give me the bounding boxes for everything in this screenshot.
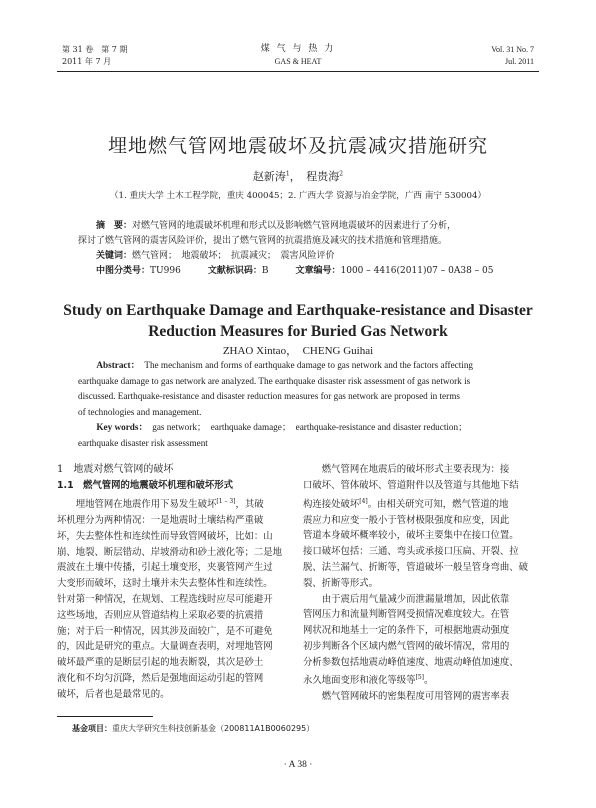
author-2: 程贵海 bbox=[306, 170, 340, 183]
body-line-text: ，其破 bbox=[235, 499, 264, 511]
body-line-text: 的，因此是研究的重点。大量调查表明，对埋地管网 bbox=[57, 641, 273, 653]
body-line bbox=[303, 592, 540, 608]
body-line bbox=[303, 528, 540, 544]
abstract-cn-line: 探讨了燃气管网的震害风险评价，提出了燃气管网的抗震措施及减灾的技术措施和管理措施。 bbox=[78, 236, 448, 246]
abstract-en-line: The mechanism and forms of earthquake damage to gas network and the factors affecting bbox=[144, 360, 474, 370]
body-line bbox=[57, 576, 294, 592]
body-line-text: 这些场地，否则应从管道结构上采取必要的抗震措 bbox=[57, 609, 264, 621]
header-journal-en: GAS & HEAT bbox=[274, 57, 322, 66]
authors-cn bbox=[0, 168, 596, 184]
author-separator: ， bbox=[289, 170, 296, 183]
section-heading: 1 地震对燃气管网的破坏 bbox=[57, 464, 174, 475]
body-line bbox=[57, 639, 294, 655]
body-line-text: 管网压力和流量判断管网受损情况难度较大。在管 bbox=[303, 609, 510, 621]
body-line-text: 脱、法兰漏气、折断等，管道破坏一般呈管身弯曲、破 bbox=[303, 561, 529, 573]
body-line-text: 分析参数包括地震动峰值速度、地震动峰值加速度、 bbox=[303, 656, 519, 668]
keywords-cn-label: 关键词： bbox=[96, 251, 133, 261]
body-line bbox=[57, 687, 294, 703]
body-line-text: 。 bbox=[424, 675, 434, 687]
clc-value: TU996 bbox=[150, 266, 181, 276]
keywords-en-line: earthquake disaster risk assessment bbox=[78, 437, 208, 448]
abstract-cn-label: 摘 要： bbox=[96, 221, 133, 231]
doc-code-label: 文献标识码： bbox=[207, 266, 262, 276]
body-line bbox=[57, 494, 294, 513]
paper-title-en-line: Study on Earthquake Damage and Earthquake-resistance and Disaster bbox=[63, 302, 533, 319]
body-line-text: 施；对于后一种情况，因其涉及面较广，是不可避免 bbox=[57, 625, 273, 637]
footnote-rule bbox=[57, 716, 153, 717]
body-line-text: 网状况和地基土一定的条件下，可根据地震动强度 bbox=[303, 625, 510, 637]
body-line-text: 震波在土壤中传播，引起土壤变形，夹裹管网产生过 bbox=[57, 562, 273, 574]
body-line-text: 管道本身破坏概率较小，破坏主要集中在接口位置。 bbox=[303, 530, 519, 542]
paper-title-en bbox=[0, 300, 596, 342]
keywords-en-line: gas network； earthquake damage； earthquake-resistance and disaster reduction； bbox=[152, 422, 468, 433]
abstract-en-line: discussed. Earthquake-resistance and disaster reduction measures for gas network are proposed in terms bbox=[78, 391, 460, 402]
paper-title-cn: 埋地燃气管网地震破坏及抗震减灾措施研究 bbox=[107, 135, 488, 157]
affiliation-cn: （1. 重庆大学 土木工程学院，重庆 400045；2. 广西大学 资源与冶金学院，广西 南宁 530004） bbox=[109, 191, 487, 201]
body-line bbox=[57, 671, 294, 687]
body-line bbox=[303, 576, 540, 592]
body-line-text: 坏，失去整体性和连续性而导致管网破坏，比如：山 bbox=[57, 530, 273, 542]
body-line-text: 。由相关研究可知，燃气管道的地 bbox=[367, 498, 509, 510]
body-line bbox=[303, 494, 540, 513]
body-line bbox=[57, 529, 294, 545]
body-line bbox=[303, 655, 540, 671]
body-right-column bbox=[303, 462, 540, 705]
body-line bbox=[303, 670, 540, 689]
citation-mark: [1 – 3] bbox=[216, 498, 236, 505]
body-line bbox=[303, 607, 540, 623]
body-line-text: 燃气管网在地震后的破坏形式主要表现为：接 bbox=[303, 464, 510, 475]
body-line bbox=[57, 608, 294, 624]
abstract-en-line: of technologies and management. bbox=[78, 406, 202, 417]
body-line-text: 埋地管网在地震作用下易发生破坏 bbox=[57, 499, 217, 511]
article-no-label: 文章编号： bbox=[295, 266, 341, 276]
body-line-text: 液化和不均匀沉降，然后是强地面运动引起的管网 bbox=[57, 672, 264, 684]
paper-title-en-line: Reduction Measures for Buried Gas Network bbox=[148, 323, 448, 340]
author-1: 赵新涛 bbox=[252, 170, 286, 183]
body-line bbox=[303, 513, 540, 529]
body-right-text bbox=[303, 462, 540, 705]
body-line bbox=[303, 560, 540, 576]
header-date-right: Jul. 2011 bbox=[504, 57, 534, 66]
body-line-text: 裂、折断等形式。 bbox=[303, 577, 379, 589]
subsection-heading: 1.1 燃气管网的地震破坏机理和破坏形式 bbox=[57, 480, 233, 491]
body-line-text: 口破坏、管体破坏、管道附件以及管道与其他地下结 bbox=[303, 479, 519, 491]
header-rule bbox=[57, 71, 539, 72]
article-no-value: 1000 – 4416(2011)07 – 0A38 – 05 bbox=[340, 266, 494, 276]
citation-mark: [4] bbox=[359, 497, 368, 505]
footnote-text: 重庆大学研究生科技创新基金（200811A1B0060295） bbox=[112, 724, 315, 733]
body-line bbox=[303, 623, 540, 639]
body-line-text: 崩、地裂、断层错动、岸坡滑动和砂土液化等；二是地 bbox=[57, 546, 283, 558]
abstract-en-line: earthquake damage to gas network are analyzed. The earthquake disaster risk assessment of gas network is bbox=[78, 375, 471, 386]
body-left-text bbox=[57, 494, 294, 702]
body-line bbox=[303, 462, 540, 478]
citation-mark: [5] bbox=[415, 674, 425, 682]
body-line bbox=[57, 545, 294, 561]
author-1-affil: 1 bbox=[285, 170, 290, 178]
body-line bbox=[57, 513, 294, 529]
body-left-column bbox=[57, 462, 294, 702]
body-line bbox=[57, 560, 294, 576]
body-line-text: 燃气管网破坏的密集程度可用管网的震害率表 bbox=[303, 691, 510, 703]
body-line-text: 初步判断各个区域内燃气管网的破坏情况，常用的 bbox=[303, 640, 510, 652]
body-line bbox=[303, 478, 540, 494]
abstract-en-label: Abstract： bbox=[96, 360, 136, 370]
body-line bbox=[303, 639, 540, 655]
body-line bbox=[57, 655, 294, 671]
header-date-left: 2011 年 7 月 bbox=[62, 57, 112, 66]
body-line-text: 构连接处破坏 bbox=[303, 498, 360, 510]
body-line-text: 由于震后用气量减少而泄漏量增加，因此依靠 bbox=[303, 593, 510, 605]
author-2-affil: 2 bbox=[339, 170, 344, 178]
keywords-en-label: Key words： bbox=[96, 422, 144, 433]
body-line-text: 大变形而破坏，这时土壤并未失去整体性和连续性。 bbox=[57, 578, 273, 590]
body-line-text: 震应力和应变一般小于管材极限强度和应变，因此 bbox=[303, 514, 510, 526]
body-line-text: 针对第一种情况，在规划、工程选线时应尽可能避开 bbox=[57, 593, 273, 605]
footnote-label: 基金项目： bbox=[72, 724, 112, 733]
clc-label: 中图分类号： bbox=[96, 266, 151, 276]
body-line-text: 破坏，后者也是最常见的。 bbox=[57, 688, 170, 700]
header-volume-left: 第 31 卷 第 7 期 bbox=[62, 45, 128, 54]
body-line bbox=[57, 592, 294, 608]
body-line-text: 破坏最严重的是断层引起的地表断裂，其次是砂土 bbox=[57, 657, 264, 669]
page-number: · A 38 · bbox=[283, 760, 313, 770]
header-volume-right: Vol. 31 No. 7 bbox=[491, 45, 534, 54]
keywords-cn: 燃气管网； 地震破坏； 抗震减灾； 震害风险评价 bbox=[132, 251, 335, 261]
abstract-en bbox=[78, 358, 528, 452]
body-line-text: 接口破坏包括：三通、弯头或承接口压扁、开裂、拉 bbox=[303, 546, 519, 558]
header-journal-cn: 煤 气 与 热 力 bbox=[260, 44, 336, 54]
body-line bbox=[303, 689, 540, 705]
abstract-cn bbox=[78, 219, 528, 279]
body-line bbox=[303, 544, 540, 560]
doc-code-value: B bbox=[261, 266, 269, 276]
footnote bbox=[72, 723, 314, 734]
body-line-text: 坏机理分为两种情况：一是地震时土壤结构严重破 bbox=[57, 514, 264, 526]
authors-en: ZHAO Xintao， CHENG Guihai bbox=[222, 345, 374, 357]
body-line bbox=[57, 624, 294, 640]
body-line-text: 永久地面变形和液化等级等 bbox=[303, 675, 416, 687]
abstract-cn-line: 对燃气管网的地震破坏机理和形式以及影响燃气管网地震破坏的因素进行了分析， bbox=[132, 221, 457, 231]
